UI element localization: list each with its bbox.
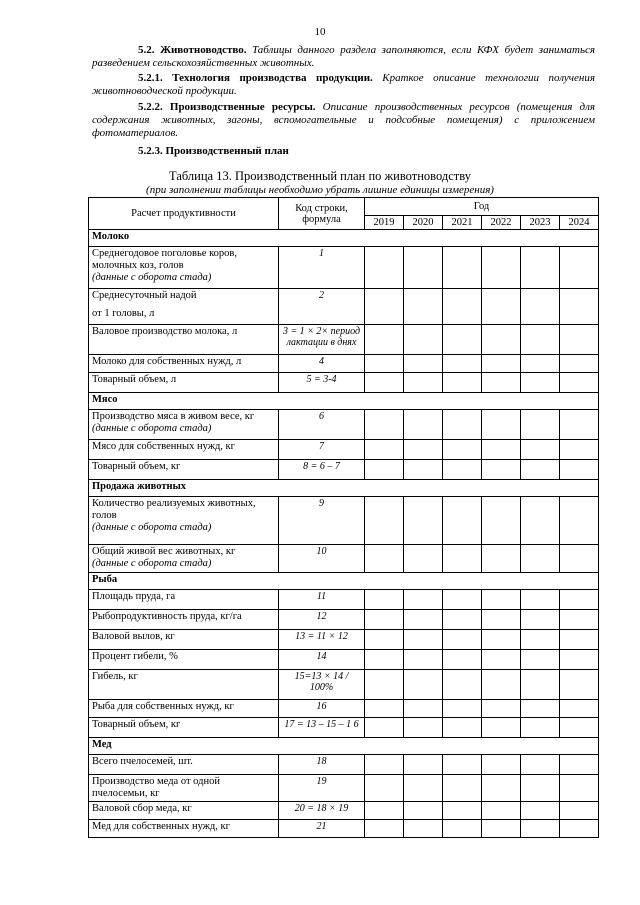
row-label (89, 497, 279, 545)
section-row (89, 573, 599, 590)
year-cell-2019[interactable] (365, 630, 404, 650)
year-cell-2024[interactable] (560, 650, 599, 670)
year-cell-2020[interactable] (404, 650, 443, 670)
table-row (89, 289, 599, 325)
year-cell-2024[interactable] (560, 289, 599, 325)
table-row (89, 440, 599, 460)
row-label (89, 440, 279, 460)
year-cell-2021[interactable] (443, 630, 482, 650)
year-cell-2021[interactable] (443, 355, 482, 373)
year-cell-2023[interactable] (521, 700, 560, 718)
year-cell-2021[interactable] (443, 247, 482, 289)
year-cell-2019[interactable] (365, 590, 404, 610)
year-cell-2022[interactable] (482, 247, 521, 289)
year-cell-2019[interactable] (365, 802, 404, 820)
row-label (89, 355, 279, 373)
year-cell-2023[interactable] (521, 545, 560, 573)
year-cell-2023[interactable] (521, 410, 560, 440)
table-row (89, 373, 599, 393)
row-code: 8 = 6 – 7 (279, 460, 365, 480)
year-cell-2021[interactable] (443, 755, 482, 775)
year-2024: 2024 (560, 216, 599, 230)
row-label (89, 590, 279, 610)
row-name: Всего пчелосемей, шт. (92, 756, 193, 767)
year-cell-2021[interactable] (443, 545, 482, 573)
row-name: Процент гибели, % (92, 651, 178, 662)
row-code: 14 (279, 650, 365, 670)
table-row (89, 718, 599, 738)
table-row (89, 355, 599, 373)
year-cell-2022[interactable] (482, 802, 521, 820)
section-5-2-heading: 5.2. Животноводство. (138, 44, 247, 56)
table-row (89, 630, 599, 650)
row-code: 17 = 13 – 15 – 1 6 (279, 718, 365, 738)
year-cell-2022[interactable] (482, 355, 521, 373)
row-code: 11 (279, 590, 365, 610)
year-cell-2019[interactable] (365, 497, 404, 545)
row-label (89, 802, 279, 820)
year-cell-2020[interactable] (404, 775, 443, 802)
year-cell-2019[interactable] (365, 289, 404, 325)
row-label (89, 700, 279, 718)
section-5-2-2-heading: 5.2.2. Производственные ресурсы. (138, 101, 316, 113)
year-cell-2020[interactable] (404, 610, 443, 630)
row-code: 2 (279, 289, 365, 325)
year-cell-2022[interactable] (482, 820, 521, 838)
year-cell-2023[interactable] (521, 650, 560, 670)
table-caption: Таблица 13. Производственный план по животноводству (169, 169, 471, 183)
year-cell-2020[interactable] (404, 325, 443, 355)
year-cell-2022[interactable] (482, 325, 521, 355)
year-cell-2019[interactable] (365, 820, 404, 838)
year-cell-2024[interactable] (560, 545, 599, 573)
table-row (89, 670, 599, 700)
year-cell-2024[interactable] (560, 373, 599, 393)
year-cell-2021[interactable] (443, 325, 482, 355)
row-name: Производство мяса в живом весе, кг (92, 411, 255, 422)
row-note: (данные с оборота стада) (92, 522, 212, 533)
year-cell-2022[interactable] (482, 610, 521, 630)
year-cell-2024[interactable] (560, 755, 599, 775)
row-label (89, 630, 279, 650)
year-cell-2019[interactable] (365, 373, 404, 393)
row-name: Гибель, кг (92, 671, 138, 682)
year-cell-2020[interactable] (404, 590, 443, 610)
year-cell-2023[interactable] (521, 247, 560, 289)
section-row (89, 480, 599, 497)
year-cell-2023[interactable] (521, 610, 560, 630)
section-5-2-3 (92, 145, 595, 158)
year-cell-2024[interactable] (560, 460, 599, 480)
row-code: 13 = 11 × 12 (279, 630, 365, 650)
year-cell-2023[interactable] (521, 630, 560, 650)
year-cell-2020[interactable] (404, 410, 443, 440)
year-cell-2019[interactable] (365, 410, 404, 440)
year-cell-2021[interactable] (443, 802, 482, 820)
year-cell-2019[interactable] (365, 700, 404, 718)
row-label (89, 670, 279, 700)
table-row (89, 775, 599, 802)
section-5-2 (92, 44, 595, 70)
year-cell-2022[interactable] (482, 373, 521, 393)
year-cell-2022[interactable] (482, 289, 521, 325)
row-code: 9 (279, 497, 365, 545)
year-cell-2020[interactable] (404, 755, 443, 775)
row-name-continued: от 1 головы, л (92, 308, 155, 319)
year-2020: 2020 (404, 216, 443, 230)
row-name: Среднегодовое поголовье коров, молочных коз, голов (92, 248, 237, 271)
year-cell-2023[interactable] (521, 590, 560, 610)
row-code: 20 = 18 × 19 (279, 802, 365, 820)
row-label (89, 289, 279, 325)
row-code: 4 (279, 355, 365, 373)
year-cell-2023[interactable] (521, 820, 560, 838)
year-cell-2023[interactable] (521, 440, 560, 460)
table-row (89, 650, 599, 670)
section-title: Продажа животных (89, 480, 599, 497)
header-code: Код строки, формула (279, 198, 365, 230)
row-name: Мясо для собственных нужд, кг (92, 441, 235, 452)
section-5-2-1-heading: 5.2.1. Технология производства продукции. (138, 72, 373, 84)
year-cell-2022[interactable] (482, 700, 521, 718)
table-row (89, 590, 599, 610)
table-row (89, 802, 599, 820)
row-name: Рыбопродуктивность пруда, кг/га (92, 611, 242, 622)
year-cell-2024[interactable] (560, 410, 599, 440)
table-row (89, 497, 599, 545)
year-cell-2021[interactable] (443, 610, 482, 630)
row-name: Валовой вылов, кг (92, 631, 175, 642)
year-cell-2021[interactable] (443, 497, 482, 545)
year-cell-2019[interactable] (365, 460, 404, 480)
year-cell-2021[interactable] (443, 440, 482, 460)
year-cell-2020[interactable] (404, 289, 443, 325)
year-cell-2020[interactable] (404, 670, 443, 700)
year-cell-2019[interactable] (365, 718, 404, 738)
row-name: Товарный объем, кг (92, 719, 181, 730)
section-5-2-3-heading: 5.2.3. Производственный план (138, 145, 289, 157)
year-cell-2022[interactable] (482, 440, 521, 460)
year-cell-2024[interactable] (560, 247, 599, 289)
year-cell-2022[interactable] (482, 545, 521, 573)
row-name: Молоко для собственных нужд, л (92, 356, 242, 367)
year-2022: 2022 (482, 216, 521, 230)
year-cell-2024[interactable] (560, 700, 599, 718)
section-row (89, 230, 599, 247)
row-code: 6 (279, 410, 365, 440)
year-cell-2022[interactable] (482, 670, 521, 700)
row-code: 19 (279, 775, 365, 802)
year-cell-2020[interactable] (404, 440, 443, 460)
row-label (89, 775, 279, 802)
row-label (89, 650, 279, 670)
section-5-2-1-text: Краткое описание технологии получения животноводческой продукции. (92, 72, 595, 97)
year-cell-2024[interactable] (560, 610, 599, 630)
year-cell-2020[interactable] (404, 630, 443, 650)
year-cell-2019[interactable] (365, 755, 404, 775)
row-code: 15=13 × 14 / 100% (279, 670, 365, 700)
header-calc: Расчет продуктивности (89, 198, 279, 230)
row-code: 12 (279, 610, 365, 630)
row-label (89, 820, 279, 838)
year-cell-2024[interactable] (560, 325, 599, 355)
year-cell-2022[interactable] (482, 775, 521, 802)
year-cell-2020[interactable] (404, 820, 443, 838)
year-cell-2023[interactable] (521, 325, 560, 355)
year-cell-2019[interactable] (365, 325, 404, 355)
row-label (89, 718, 279, 738)
year-cell-2023[interactable] (521, 355, 560, 373)
year-cell-2024[interactable] (560, 590, 599, 610)
row-code: 16 (279, 700, 365, 718)
year-cell-2019[interactable] (365, 670, 404, 700)
production-plan-table (88, 197, 599, 838)
year-cell-2023[interactable] (521, 289, 560, 325)
year-cell-2020[interactable] (404, 460, 443, 480)
table-row (89, 325, 599, 355)
year-cell-2022[interactable] (482, 630, 521, 650)
year-cell-2024[interactable] (560, 630, 599, 650)
year-cell-2020[interactable] (404, 373, 443, 393)
year-cell-2020[interactable] (404, 700, 443, 718)
year-cell-2021[interactable] (443, 460, 482, 480)
row-name: Мед для собственных нужд, кг (92, 821, 230, 832)
row-code: 3 = 1 × 2× период лактации в днях (279, 325, 365, 355)
header-year: Год (365, 198, 599, 216)
row-label (89, 610, 279, 630)
row-label (89, 755, 279, 775)
row-name: Товарный объем, л (92, 374, 177, 385)
row-code: 1 (279, 247, 365, 289)
year-cell-2024[interactable] (560, 718, 599, 738)
section-5-2-2 (92, 101, 595, 140)
year-cell-2023[interactable] (521, 497, 560, 545)
year-cell-2022[interactable] (482, 650, 521, 670)
year-cell-2019[interactable] (365, 440, 404, 460)
year-cell-2021[interactable] (443, 700, 482, 718)
year-cell-2020[interactable] (404, 802, 443, 820)
row-name: Количество реализуемых животных, голов (92, 498, 256, 521)
year-cell-2020[interactable] (404, 247, 443, 289)
year-cell-2019[interactable] (365, 355, 404, 373)
table-row (89, 700, 599, 718)
section-title: Рыба (89, 573, 599, 590)
row-code: 18 (279, 755, 365, 775)
table-row (89, 610, 599, 630)
table-row (89, 460, 599, 480)
year-cell-2024[interactable] (560, 775, 599, 802)
row-name: Площадь пруда, га (92, 591, 176, 602)
year-cell-2021[interactable] (443, 650, 482, 670)
row-label (89, 373, 279, 393)
row-name: Товарный объем, кг (92, 461, 181, 472)
row-name: Общий живой вес животных, кг (92, 546, 236, 557)
section-title: Молоко (89, 230, 599, 247)
row-label (89, 410, 279, 440)
table-row (89, 820, 599, 838)
row-code: 21 (279, 820, 365, 838)
section-title: Мясо (89, 393, 599, 410)
table-note: (при заполнении таблицы необходимо убрать лишние единицы измерения) (146, 184, 494, 196)
row-label (89, 545, 279, 573)
year-cell-2019[interactable] (365, 610, 404, 630)
year-cell-2019[interactable] (365, 650, 404, 670)
year-cell-2023[interactable] (521, 460, 560, 480)
year-cell-2023[interactable] (521, 718, 560, 738)
year-cell-2022[interactable] (482, 590, 521, 610)
year-cell-2021[interactable] (443, 373, 482, 393)
section-5-2-text: Таблицы данного раздела заполняются, если КФХ будет заниматься разведением сельскохозяйственных животных. (92, 44, 596, 69)
row-name: Валовой сбор меда, кг (92, 803, 192, 814)
section-5-2-2-text: Описание производственных ресурсов (помещения для содержания животных, загоны, вспомогательные и подсобные помещения) с приложением фотоматериалов. (92, 101, 595, 139)
year-cell-2021[interactable] (443, 410, 482, 440)
year-cell-2021[interactable] (443, 820, 482, 838)
year-cell-2024[interactable] (560, 820, 599, 838)
year-cell-2023[interactable] (521, 755, 560, 775)
section-5-2-1 (92, 72, 595, 98)
year-cell-2019[interactable] (365, 775, 404, 802)
row-note: (данные с оборота стада) (92, 423, 212, 434)
table-row (89, 545, 599, 573)
row-code: 7 (279, 440, 365, 460)
year-cell-2023[interactable] (521, 670, 560, 700)
row-name: Рыба для собственных нужд, кг (92, 701, 234, 712)
row-label (89, 460, 279, 480)
year-cell-2023[interactable] (521, 775, 560, 802)
year-2021: 2021 (443, 216, 482, 230)
year-cell-2019[interactable] (365, 247, 404, 289)
row-name: Среднесуточный надой (92, 290, 197, 301)
year-cell-2021[interactable] (443, 590, 482, 610)
table-row (89, 410, 599, 440)
table-row (89, 247, 599, 289)
section-title: Мед (89, 738, 599, 755)
page-number: 10 (314, 26, 326, 38)
year-cell-2022[interactable] (482, 718, 521, 738)
section-row (89, 738, 599, 755)
year-2019: 2019 (365, 216, 404, 230)
year-cell-2024[interactable] (560, 355, 599, 373)
year-cell-2024[interactable] (560, 670, 599, 700)
year-cell-2021[interactable] (443, 289, 482, 325)
year-cell-2021[interactable] (443, 670, 482, 700)
year-cell-2022[interactable] (482, 755, 521, 775)
table-row (89, 755, 599, 775)
row-note: (данные с оборота стада) (92, 272, 212, 283)
row-code: 10 (279, 545, 365, 573)
year-cell-2020[interactable] (404, 355, 443, 373)
row-code: 5 = 3-4 (279, 373, 365, 393)
row-label (89, 325, 279, 355)
row-name: Производство меда от одной пчелосемьи, кг (92, 776, 220, 799)
year-cell-2020[interactable] (404, 497, 443, 545)
year-cell-2022[interactable] (482, 497, 521, 545)
year-cell-2024[interactable] (560, 440, 599, 460)
year-cell-2023[interactable] (521, 373, 560, 393)
section-row (89, 393, 599, 410)
year-cell-2024[interactable] (560, 497, 599, 545)
year-cell-2022[interactable] (482, 460, 521, 480)
year-cell-2020[interactable] (404, 718, 443, 738)
row-label (89, 247, 279, 289)
year-cell-2019[interactable] (365, 545, 404, 573)
year-2023: 2023 (521, 216, 560, 230)
year-cell-2024[interactable] (560, 802, 599, 820)
row-note: (данные с оборота стада) (92, 558, 212, 569)
year-cell-2021[interactable] (443, 775, 482, 802)
year-cell-2023[interactable] (521, 802, 560, 820)
year-cell-2022[interactable] (482, 410, 521, 440)
year-cell-2021[interactable] (443, 718, 482, 738)
row-name: Валовое производство молока, л (92, 326, 238, 337)
year-cell-2020[interactable] (404, 545, 443, 573)
